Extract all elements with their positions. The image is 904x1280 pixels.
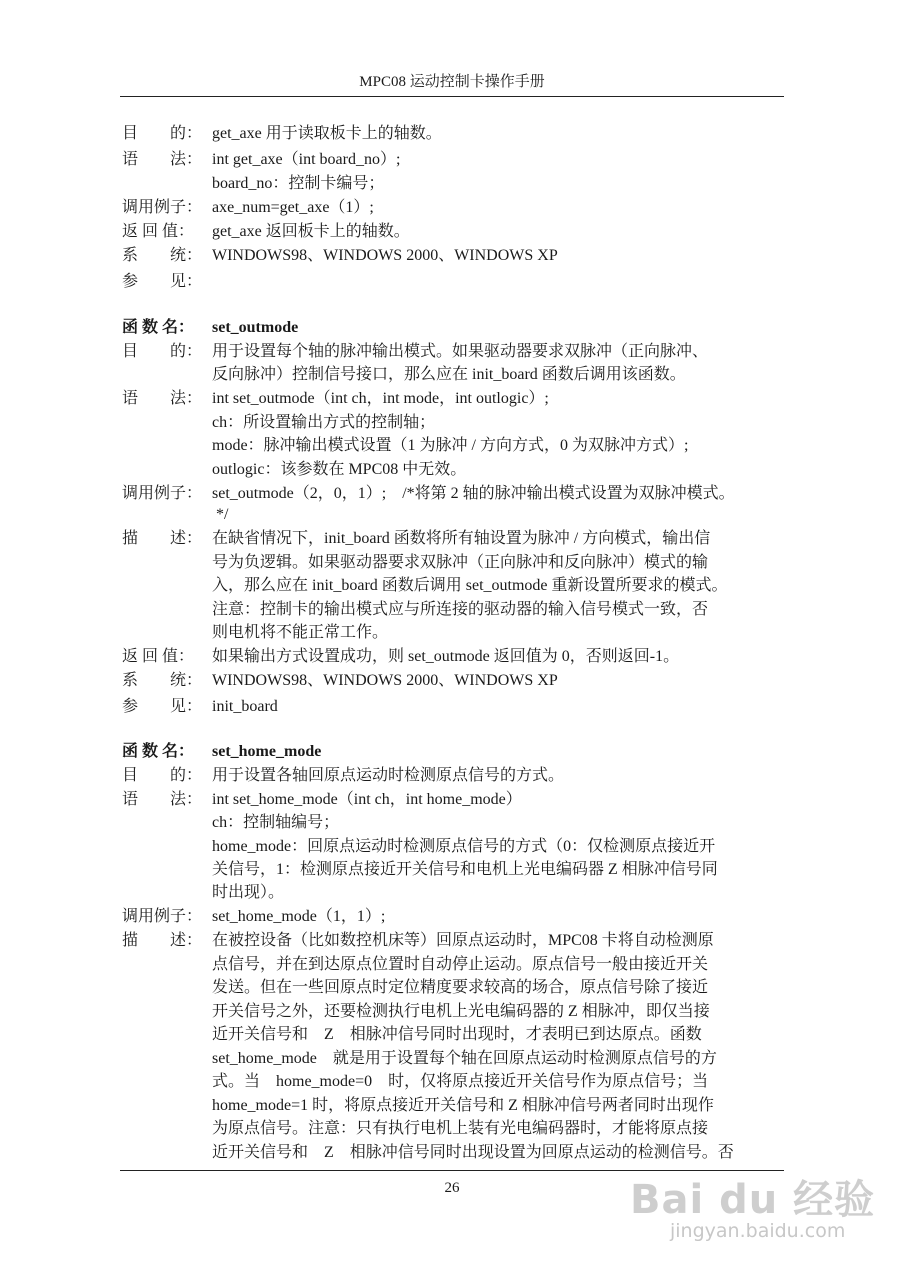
field-value: WINDOWS98、WINDOWS 2000、WINDOWS XP: [212, 247, 558, 264]
field-label: 系 统：: [122, 247, 203, 264]
set-home-mode-example-row: [122, 907, 385, 927]
field-label: 调用例子：: [122, 199, 203, 216]
set-outmode-example-cont: */: [216, 506, 229, 523]
set-outmode-system-row: [122, 671, 558, 691]
field-value: WINDOWS98、WINDOWS 2000、WINDOWS XP: [212, 672, 558, 689]
page-header-title: MPC08 运动控制卡操作手册: [359, 74, 545, 90]
baidu-jingyan-watermark: [630, 1168, 880, 1258]
field-value: set_outmode（2，0，1）; /*将第 2 轴的脉冲输出模式设置为双脉冲模式。: [212, 485, 735, 502]
set-home-mode-desc-row: [122, 931, 714, 951]
set-home-mode-desc-cont: set_home_mode 就是用于设置每个轴在回原点运动时检测原点信号的方: [212, 1050, 717, 1067]
function-name: set_outmode: [212, 319, 299, 336]
watermark-logo: Bai du 经验: [630, 1177, 876, 1223]
set-outmode-desc-cont: 入，那么应在 init_board 函数后调用 set_outmode 重新设置所要求的模式。: [212, 577, 728, 594]
get-axe-purpose-row: [122, 124, 442, 144]
get-axe-param-board-no: board_no：控制卡编号；: [212, 175, 385, 192]
field-value: 用于设置每个轴的脉冲输出模式。如果驱动器要求双脉冲（正向脉冲、: [212, 343, 709, 360]
field-label: 调用例子：: [122, 485, 203, 502]
field-label: 语 法：: [122, 151, 203, 168]
set-home-mode-purpose-row: [122, 766, 564, 786]
set-outmode-desc-cont: 则电机将不能正常工作。: [212, 624, 389, 641]
set-home-mode-desc-cont: 点信号，并在到达原点位置时自动停止运动。原点信号一般由接近开关: [212, 956, 709, 973]
field-value: init_board: [212, 698, 278, 715]
set-outmode-param-outlogic: outlogic：该参数在 MPC08 中无效。: [212, 461, 467, 478]
field-value: axe_num=get_axe（1）;: [212, 199, 374, 216]
field-label: 调用例子：: [122, 908, 203, 925]
field-label: 语 法：: [122, 791, 203, 808]
field-label: 系 统：: [122, 672, 203, 689]
field-label: 返 回 值：: [122, 648, 195, 665]
set-home-mode-desc-cont: 近开关信号和 Z 相脉冲信号同时出现时，才表明已到达原点。函数: [212, 1026, 702, 1043]
field-label: 目 的：: [122, 343, 203, 360]
set-home-mode-param-mode-cont: 关信号，1：检测原点接近开关信号和电机上光电编码器 Z 相脉冲信号同: [212, 861, 718, 878]
header-rule: [120, 96, 784, 97]
field-label: 描 述：: [122, 932, 203, 949]
set-outmode-example-row: [122, 484, 735, 504]
field-label: 目 的：: [122, 125, 203, 142]
set-home-mode-desc-cont: 近开关信号和 Z 相脉冲信号同时出现设置为回原点运动的检测信号。否: [212, 1144, 734, 1161]
set-outmode-param-mode: mode：脉冲输出模式设置（1 为脉冲 / 方向方式，0 为双脉冲方式）;: [212, 437, 689, 454]
field-label: 函 数 名：: [122, 743, 195, 760]
set-home-mode-syntax-row: [122, 790, 522, 810]
field-value: 如果输出方式设置成功，则 set_outmode 返回值为 0，否则返回-1。: [212, 648, 680, 665]
field-value: 在被控设备（比如数控机床等）回原点运动时，MPC08 卡将自动检测原: [212, 932, 714, 949]
field-value: 在缺省情况下，init_board 函数将所有轴设置为脉冲 / 方向模式，输出信: [212, 530, 711, 547]
set-home-mode-desc-cont: 开关信号之外，还要检测执行电机上光电编码器的 Z 相脉冲，即仅当接: [212, 1003, 710, 1020]
field-label: 目 的：: [122, 767, 203, 784]
field-value: get_axe 用于读取板卡上的轴数。: [212, 125, 442, 142]
get-axe-see-row: [122, 272, 212, 292]
set-outmode-desc-cont: 号为负逻辑。如果驱动器要求双脉冲（正向脉冲和反向脉冲）模式的输: [212, 554, 709, 571]
set-home-mode-param-mode-cont: 时出现）。: [212, 884, 285, 901]
set-outmode-desc-row: [122, 529, 710, 549]
field-value: get_axe 返回板卡上的轴数。: [212, 223, 410, 240]
page-number: 26: [444, 1180, 460, 1196]
field-value: int set_home_mode（int ch，int home_mode）: [212, 791, 522, 808]
field-label: 语 法：: [122, 390, 203, 407]
get-axe-system-row: [122, 246, 558, 266]
get-axe-return-row: [122, 222, 410, 242]
field-value: int get_axe（int board_no）;: [212, 151, 401, 168]
set-outmode-syntax-row: [122, 389, 549, 409]
field-label: 函 数 名：: [122, 319, 195, 336]
field-label: 描 述：: [122, 530, 203, 547]
get-axe-syntax-row: [122, 150, 400, 170]
function-name: set_home_mode: [212, 743, 322, 760]
set-outmode-desc-cont: 注意：控制卡的输出模式应与所连接的驱动器的输入信号模式一致，否: [212, 601, 709, 618]
set-home-mode-param-mode: home_mode：回原点运动时检测原点信号的方式（0：仅检测原点接近开: [212, 838, 716, 855]
set-outmode-return-row: [122, 647, 679, 667]
set-outmode-name-row: [122, 318, 298, 338]
field-label: 参 见：: [122, 698, 203, 715]
set-outmode-purpose-row: [122, 342, 708, 362]
set-home-mode-desc-cont: 发送。但在一些回原点时定位精度要求较高的场合，原点信号除了接近: [212, 979, 709, 996]
field-value: set_home_mode（1，1）;: [212, 908, 386, 925]
field-label: 返 回 值：: [122, 223, 195, 240]
get-axe-example-row: [122, 198, 374, 218]
set-home-mode-desc-cont: 式。当 home_mode=0 时，仅将原点接近开关信号作为原点信号；当: [212, 1073, 709, 1090]
set-outmode-purpose-cont: 反向脉冲）控制信号接口，那么应在 init_board 函数后调用该函数。: [212, 366, 686, 383]
set-home-mode-desc-cont: home_mode=1 时，将原点接近开关信号和 Z 相脉冲信号两者同时出现作: [212, 1097, 714, 1114]
field-value: 用于设置各轴回原点运动时检测原点信号的方式。: [212, 767, 565, 784]
set-outmode-param-ch: ch：所设置输出方式的控制轴；: [212, 414, 436, 431]
set-home-mode-desc-cont: 为原点信号。注意：只有执行电机上装有光电编码器时，才能将原点接: [212, 1120, 709, 1137]
set-outmode-see-row: [122, 697, 278, 717]
watermark-url: jingyan.baidu.com: [670, 1220, 846, 1242]
field-value: int set_outmode（int ch，int mode，int outlogic）;: [212, 390, 549, 407]
set-home-mode-name-row: [122, 742, 321, 762]
field-label: 参 见：: [122, 273, 203, 290]
set-home-mode-param-ch: ch：控制轴编号；: [212, 814, 340, 831]
